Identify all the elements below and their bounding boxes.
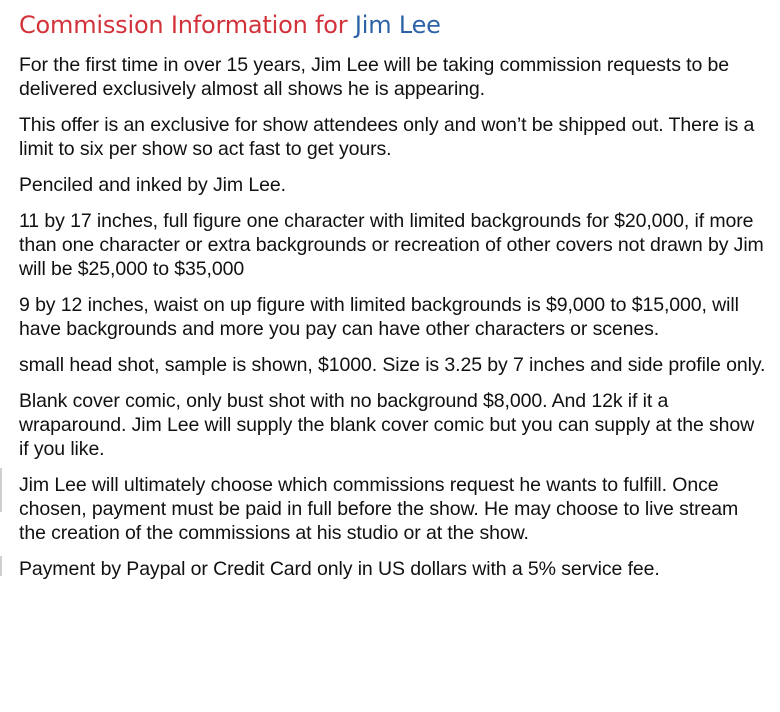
selection-payment-paragraph: Jim Lee will ultimately choose which commissions request he wants to fulfill. Once chosen, payment must be paid in full before the show. He may choose to live stream the creation of the commissions at his studio or at the show.: [19, 474, 739, 544]
page-title: [19, 10, 766, 40]
intro-paragraph: For the first time in over 15 years, Jim Lee will be taking commission requests to be delivered exclusively almost all shows he is appearing.: [19, 54, 730, 100]
title-artist-name: Jim Lee: [354, 11, 441, 39]
exclusive-offer-paragraph: This offer is an exclusive for show attendees only and won’t be shipped out. There is a limit to six per show so act fast to get yours.: [19, 114, 755, 160]
title-prefix: Commission Information for: [19, 11, 348, 39]
full-figure-pricing-paragraph: 11 by 17 inches, full figure one character with limited backgrounds for $20,000, if more than one character or extra backgrounds or recreation of other covers not drawn by Jim will be $25,000 to $35,000: [19, 210, 764, 280]
payment-methods-paragraph: Payment by Paypal or Credit Card only in US dollars with a 5% service fee.: [19, 558, 660, 580]
left-edge-divider: [0, 556, 2, 576]
left-edge-divider: [0, 468, 2, 512]
blank-cover-pricing-paragraph: Blank cover comic, only bust shot with no background $8,000. And 12k if it a wraparound. Jim Lee will supply the blank cover comic but you can supply at the show if you like.: [19, 390, 755, 460]
head-shot-pricing-paragraph: small head shot, sample is shown, $1000. Size is 3.25 by 7 inches and side profile only.: [19, 354, 766, 376]
penciled-inked-paragraph: Penciled and inked by Jim Lee.: [19, 174, 286, 196]
waist-up-pricing-paragraph: 9 by 12 inches, waist on up figure with limited backgrounds is $9,000 to $15,000, will have backgrounds and more you pay can have other characters or scenes.: [19, 294, 739, 340]
